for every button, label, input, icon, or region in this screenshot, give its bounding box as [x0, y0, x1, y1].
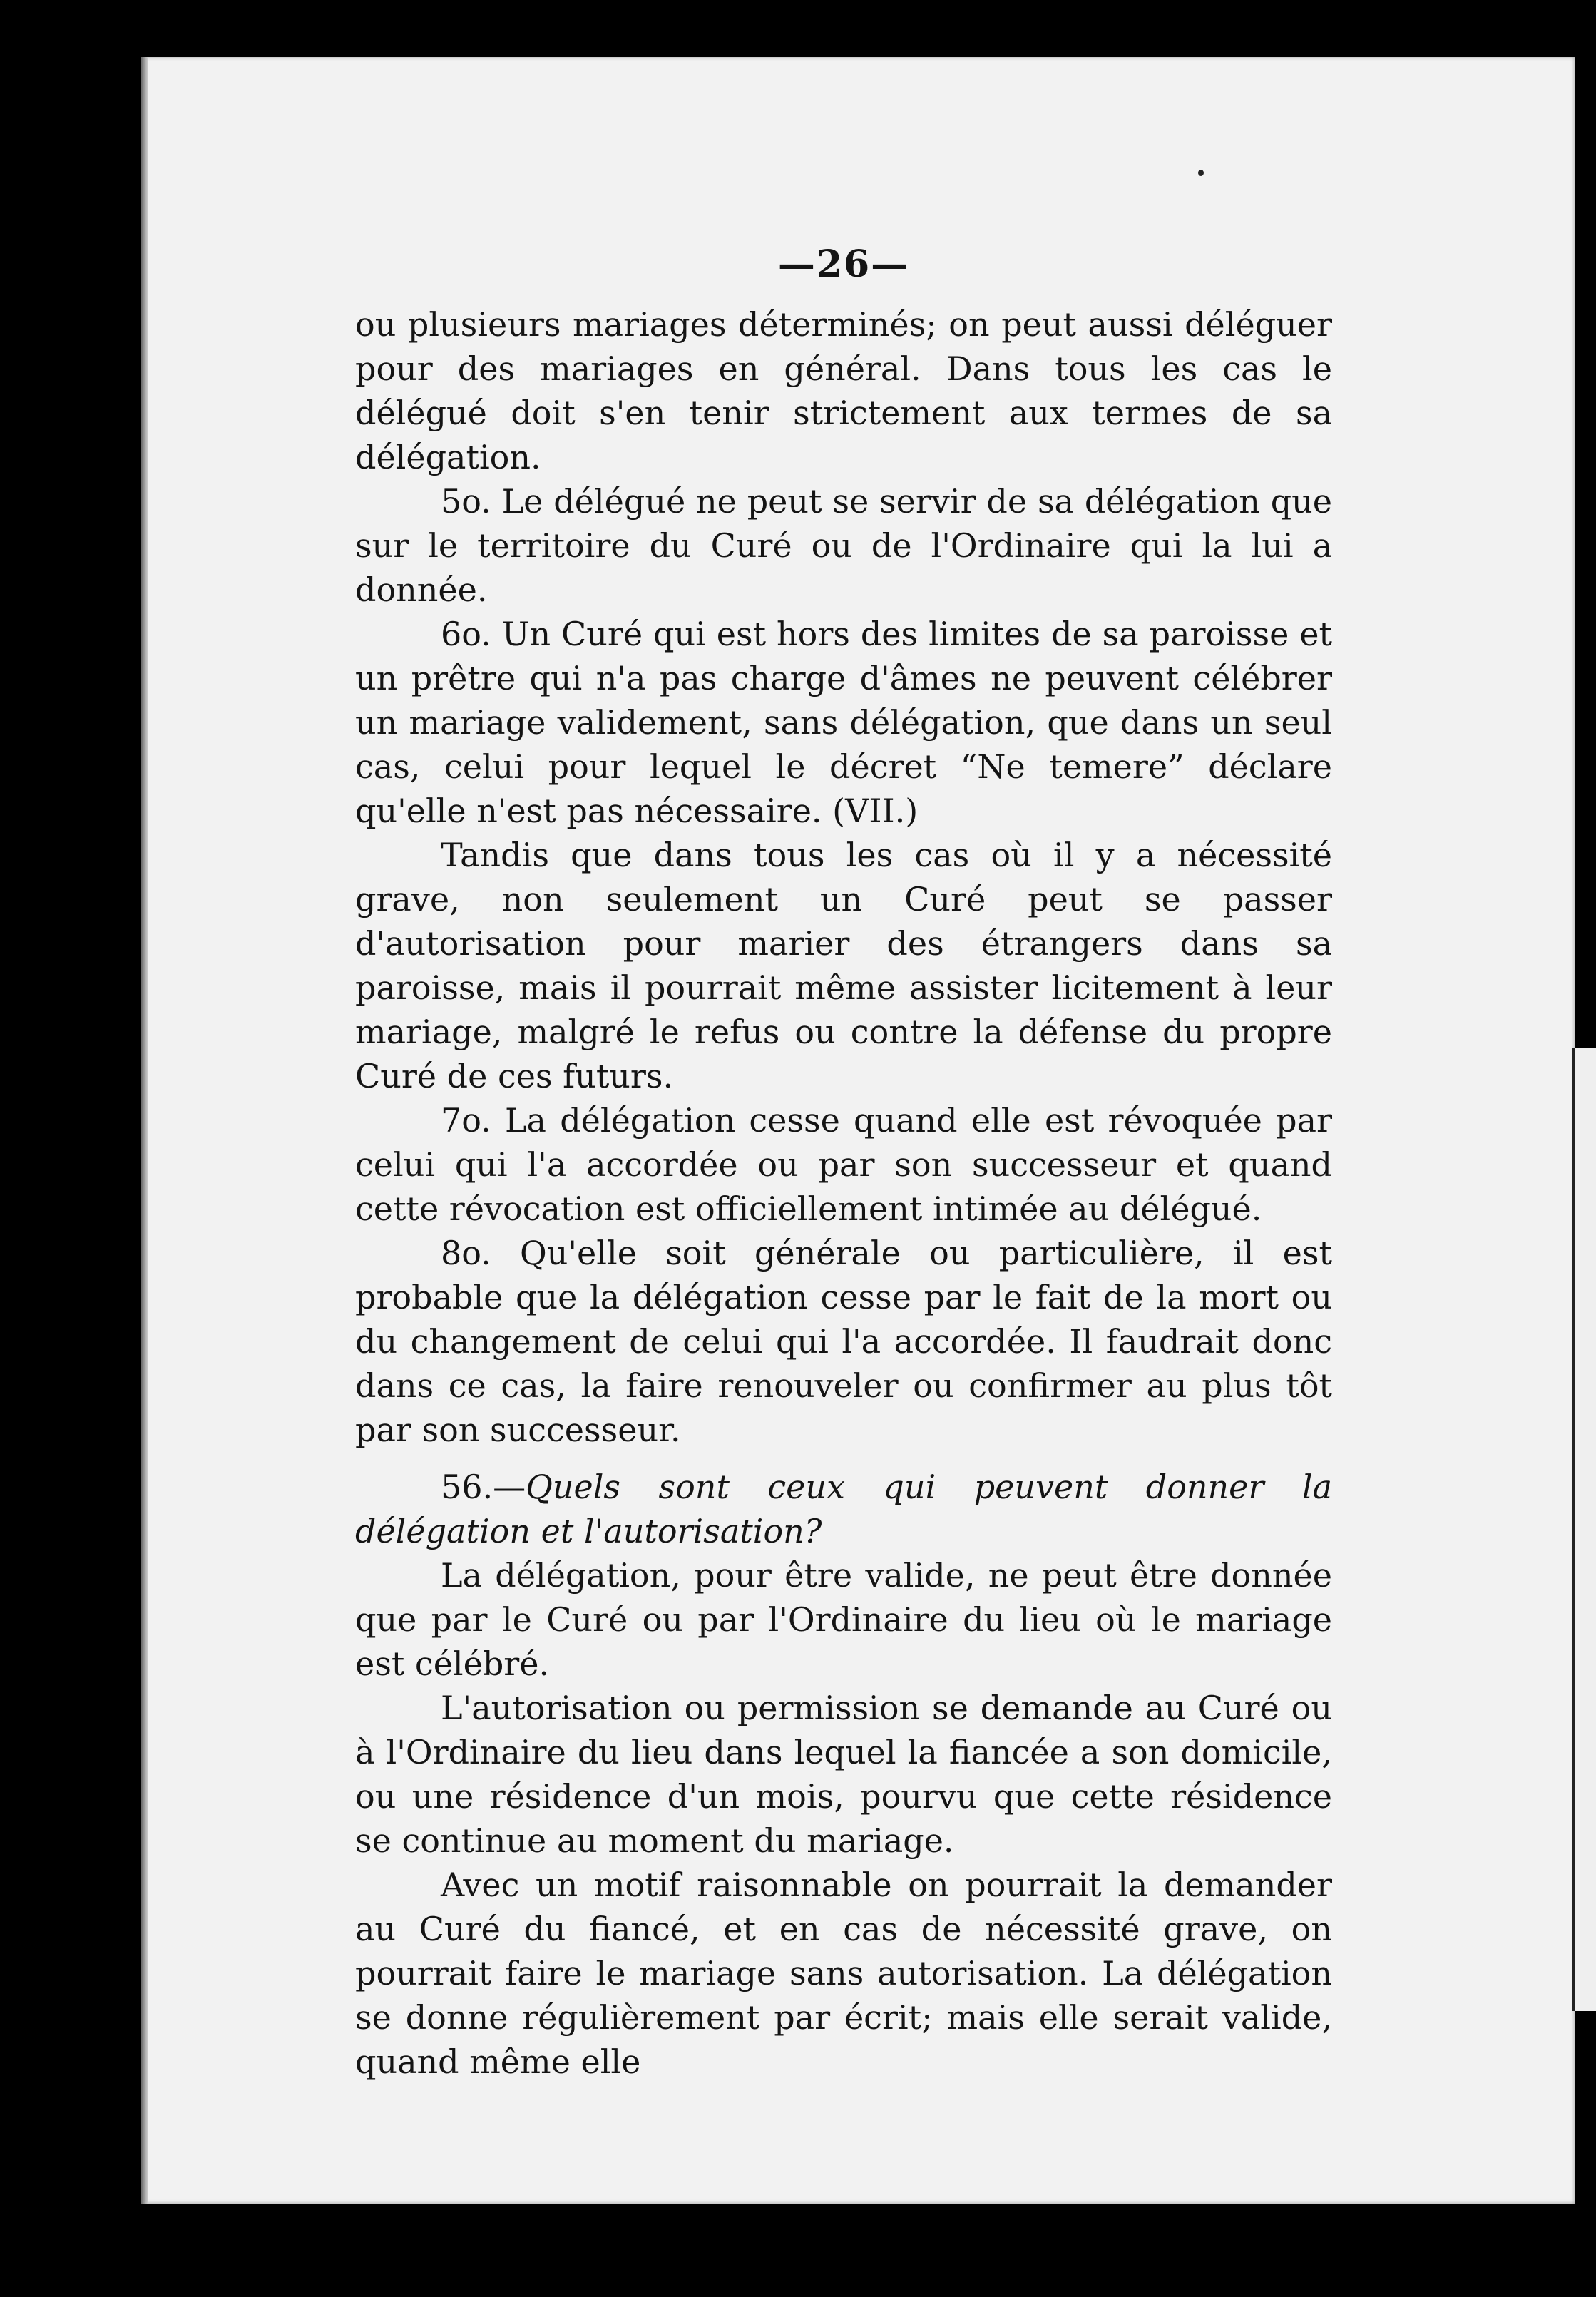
next-page-edge [1572, 1048, 1596, 2011]
paragraph-tandis: Tandis que dans tous les cas où il y a nécessité grave, non seulement un Curé peut se passer d'autorisation pour marier des étrangers dans sa paroisse, mais il pourrait même assister licitement à leur mariage, malgré le refus ou contre la défense du propre Curé de ces futurs. [355, 836, 1332, 1095]
question-number: 56.— [441, 1468, 526, 1506]
question-text: Quels sont ceux qui peuvent donner la délégation et l'autorisation? [355, 1468, 1332, 1550]
page-text-block [355, 242, 1332, 2084]
paragraph-7o: 7o. La délégation cesse quand elle est révoquée par celui qui l'a accordée ou par son successeur et quand cette révocation est officiellement intimée au délégué. [355, 1101, 1332, 1228]
question-56 [355, 1465, 1332, 1553]
paragraph-6o: 6o. Un Curé qui est hors des limites de sa paroisse et un prêtre qui n'a pas charge d'âmes ne peuvent célébrer un mariage validement, sans délégation, que dans un seul cas, celui pour lequel le décret “Ne temere” déclare qu'elle n'est pas nécessaire. (VII.) [355, 615, 1332, 830]
paragraph-motif-raisonnable: Avec un motif raisonnable on pourrait la demander au Curé du fiancé, et en cas de nécessité grave, on pourrait faire le mariage sans autorisation. La délégation se donne régulièrement par écrit; mais elle serait valide, quand même elle [355, 1866, 1332, 2081]
ink-speck [1198, 170, 1204, 176]
paragraph-autorisation: L'autorisation ou permission se demande au Curé ou à l'Ordinaire du lieu dans lequel la fiancée a son domicile, ou une résidence d'un mois, pourvu que cette résidence se continue au moment du mariage. [355, 1689, 1332, 1860]
paragraph-continuation: ou plusieurs mariages déterminés; on peut aussi déléguer pour des mariages en général. Dans tous les cas le délégué doit s'en tenir strictement aux termes de sa délégation. [355, 305, 1332, 476]
paragraph-delegation-valide: La délégation, pour être valide, ne peut être donnée que par le Curé ou par l'Ordinaire du lieu où le mariage est célébré. [355, 1556, 1332, 1683]
paragraph-8o: 8o. Qu'elle soit générale ou particulière, il est probable que la délégation cesse par le fait de la mort ou du changement de celui qui l'a accordée. Il faudrait donc dans ce cas, la faire renouveler ou confirmer au plus tôt par son successeur. [355, 1234, 1332, 1449]
paragraph-5o: 5o. Le délégué ne peut se servir de sa délégation que sur le territoire du Curé ou de l'Ordinaire qui la lui a donnée. [355, 482, 1332, 609]
page-number: —26— [777, 242, 910, 286]
page-left-edge [141, 57, 148, 2204]
